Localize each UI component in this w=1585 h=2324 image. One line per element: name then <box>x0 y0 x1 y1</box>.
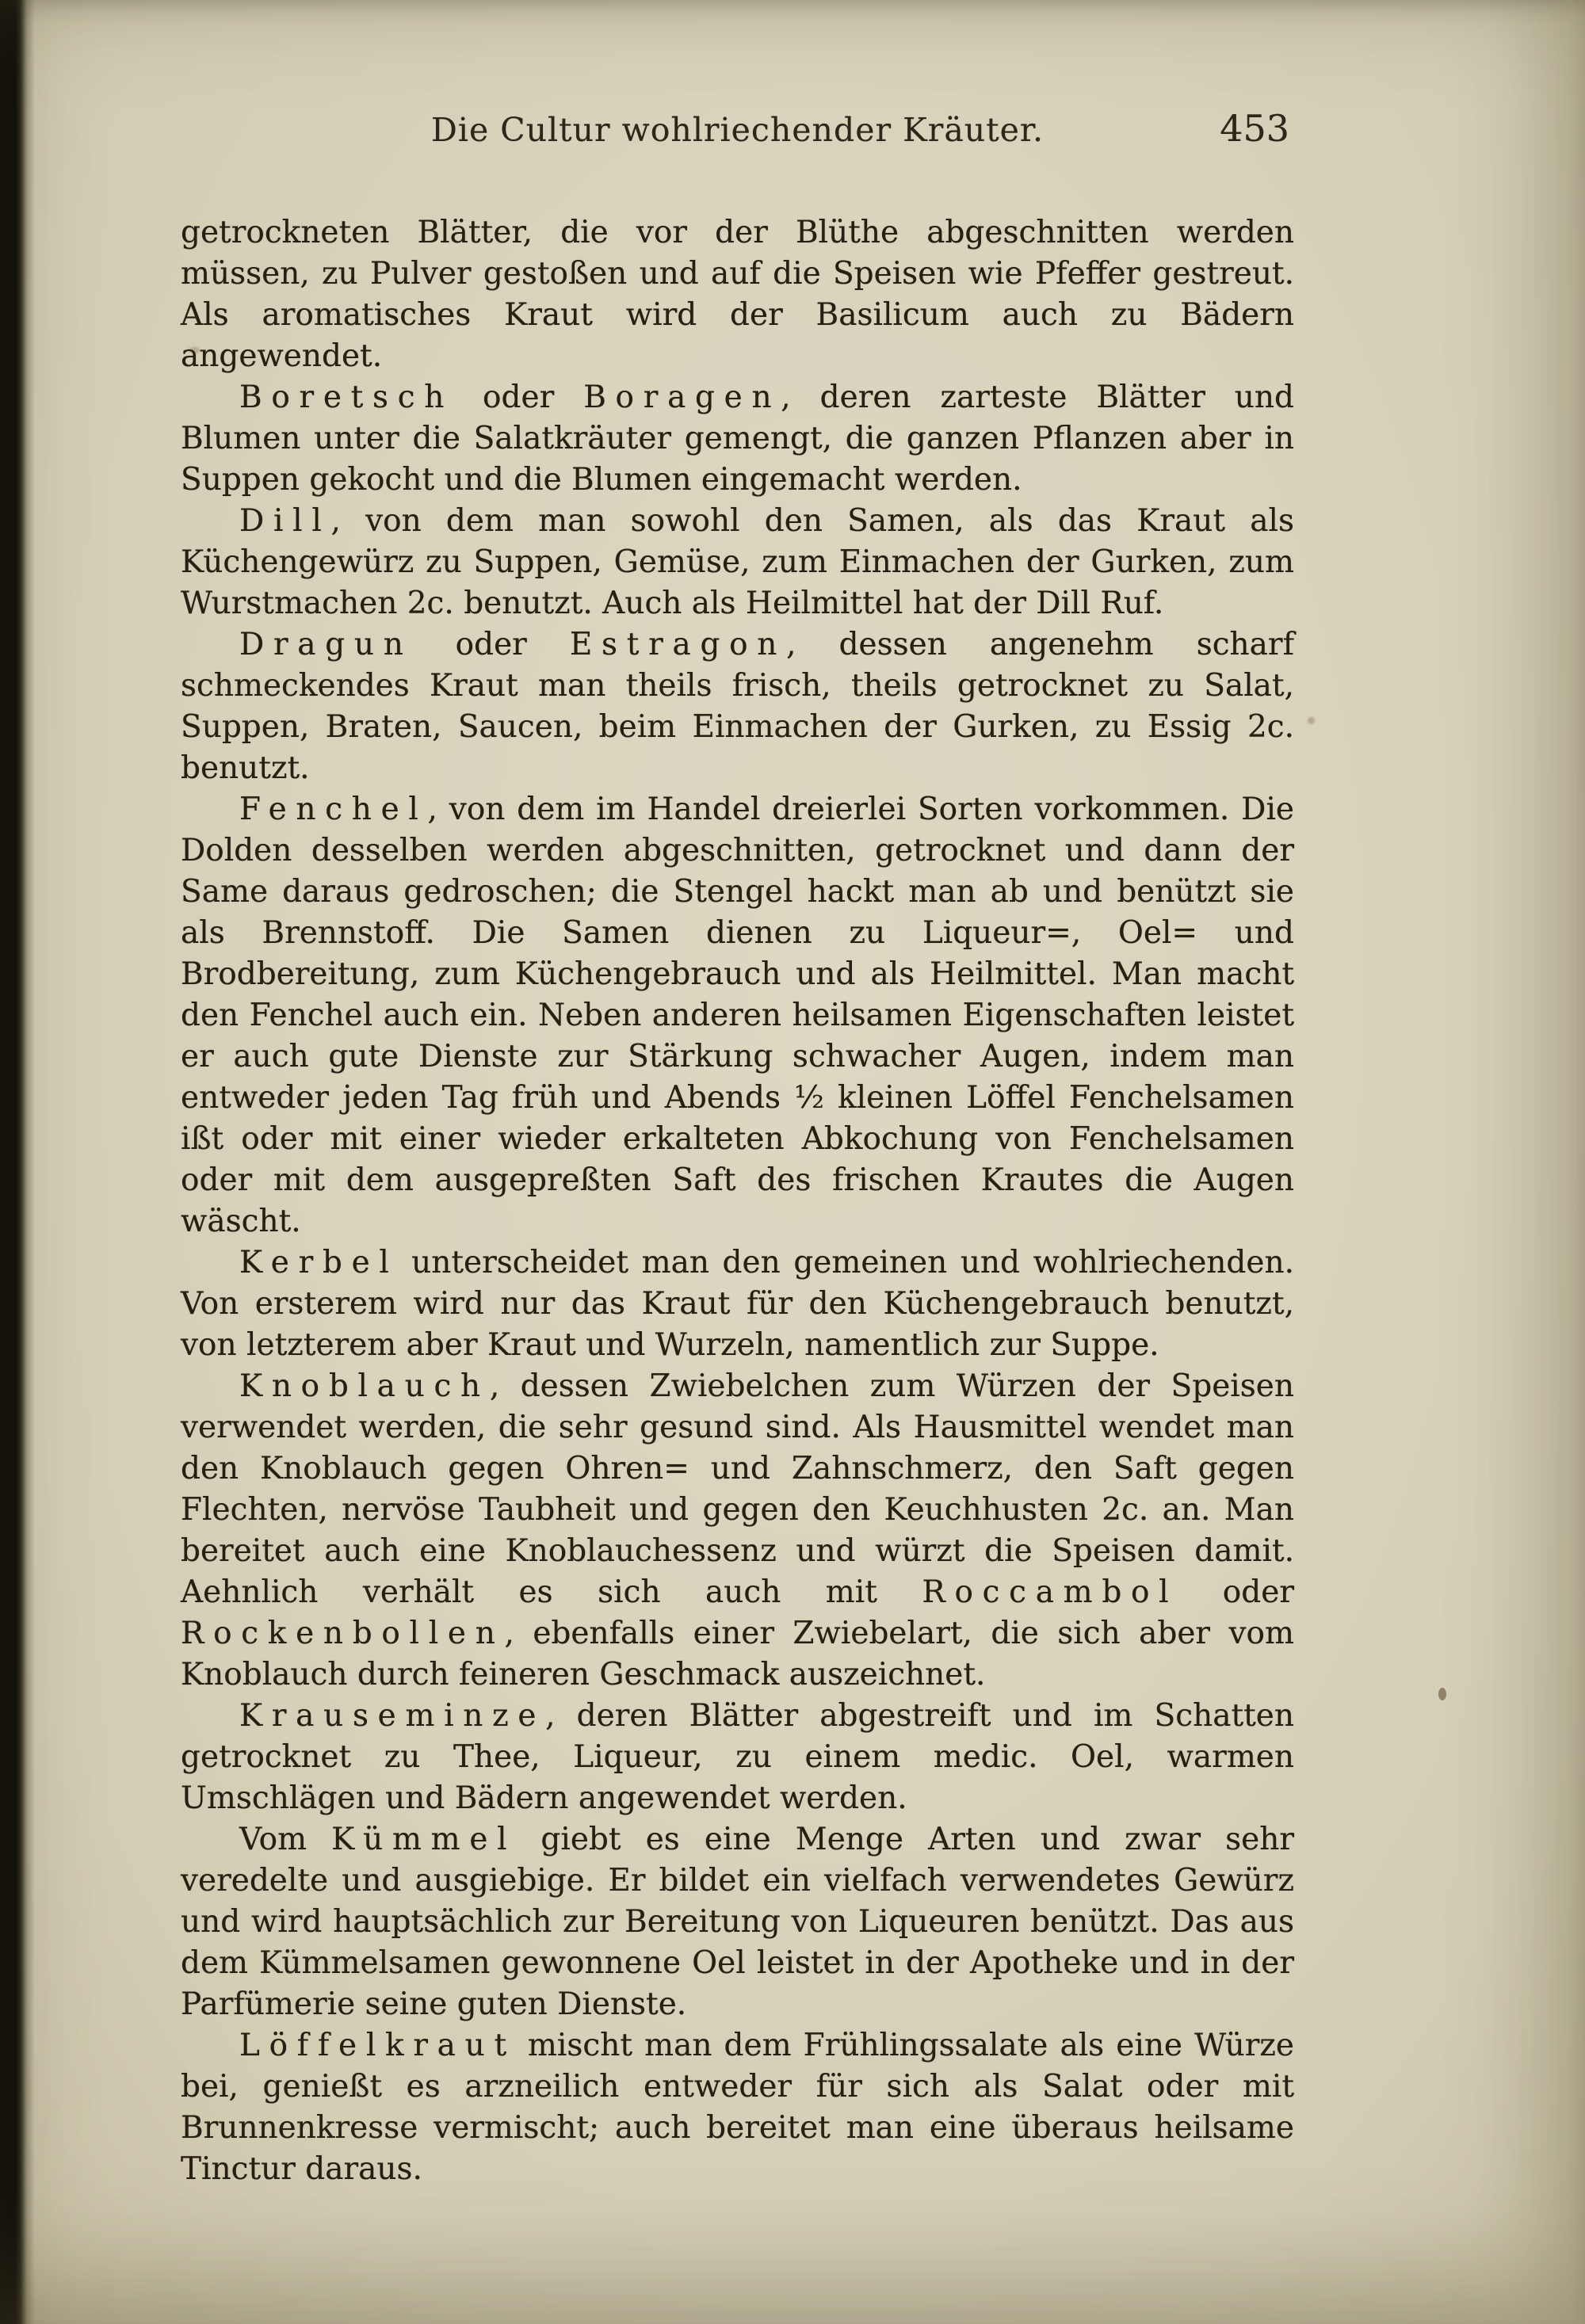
keyword-spaced: Boragen <box>583 380 781 415</box>
keyword-spaced: Estragon <box>569 627 787 662</box>
text-run: , von dem man sowohl den Samen, als das Kraut als Küchengewürz zu Suppen, Gemüse, zum Einmachen der Gurken, zum Wurstmachen 2c. benutzt. Auch als Heilmittel hat der Dill Ruf. <box>181 503 1294 621</box>
paragraph <box>181 1242 1294 1366</box>
keyword-spaced: Kümmel <box>331 1822 517 1857</box>
paragraph <box>181 501 1294 624</box>
keyword-spaced: Knoblauch <box>239 1368 490 1404</box>
paragraph <box>181 377 1294 501</box>
paragraph <box>181 1366 1294 1696</box>
paragraph <box>181 212 1294 377</box>
text-run: oder <box>453 380 584 415</box>
keyword-spaced: Löffelkraut <box>239 2028 516 2063</box>
keyword-spaced: Boretsch <box>239 380 454 415</box>
text-run: mischt man dem Frühlingssalate als eine Würze bei, genießt es arzneilich entweder für sich als Salat oder mit Brunnenkresse vermischt; auch bereitet man eine überaus heilsame Tinctur daraus. <box>181 2028 1294 2187</box>
text-run: , ebenfalls einer Zwiebelart, die sich aber vom Knoblauch durch feineren Geschmack auszeichnet. <box>181 1616 1294 1692</box>
keyword-spaced: Rockenbollen <box>181 1616 505 1651</box>
paragraph <box>181 1696 1294 1819</box>
foxing-spot <box>1438 1688 1446 1700</box>
text-run: , deren zarteste Blätter und Blumen unter die Salatkräuter gemengt, die ganzen Pflanzen aber in Suppen gekocht und die Blumen eingemacht werden. <box>181 380 1294 498</box>
text-run: Vom <box>239 1822 332 1857</box>
paragraph <box>181 624 1294 789</box>
text-run: oder <box>1178 1574 1294 1610</box>
paragraph <box>181 1819 1294 2025</box>
keyword-spaced: Kerbel <box>239 1245 399 1280</box>
text-run: , von dem im Handel dreierlei Sorten vorkommen. Die Dolden desselben werden abgeschnitten, getrocknet und dann der Same daraus gedroschen; die Stengel hackt man ab und benützt sie als Brennstoff. Die Samen dienen zu Liqueur=, Oel= und Brodbereitung, zum Küchengebrauch und als Heilmittel. Man macht den Fenchel auch ein. Neben anderen heilsamen Eigenschaften leistet er auch gute Dienste zur Stärkung schwacher Augen, indem man entweder jeden Tag früh und Abends ½ kleinen Löffel Fenchelsamen ißt oder mit einer wieder erkalteten Abkochung von Fenchelsamen oder mit dem ausgepreßten Saft des frischen Krautes die Augen wäscht. <box>181 792 1294 1239</box>
page-content <box>181 109 1294 2190</box>
paragraph <box>181 2025 1294 2190</box>
text-run: , dessen Zwiebelchen zum Würzen der Speisen verwendet werden, die sehr gesund sind. Als Hausmittel wendet man den Knoblauch gegen Ohren= und Zahnschmerz, den Saft gegen Flechten, nervöse Taubheit und gegen den Keuchhusten 2c. an. Man bereitet auch eine Knoblauchessenz und würzt die Speisen damit. Aehnlich verhält es sich auch mit <box>181 1368 1294 1610</box>
keyword-spaced: Fenchel <box>239 792 428 827</box>
text-run: , dessen angenehm scharf schmeckendes Kraut man theils frisch, theils getrocknet zu Salat, Suppen, Braten, Saucen, beim Einmachen der Gurken, zu Essig 2c. benutzt. <box>181 627 1294 786</box>
keyword-spaced: Roccambol <box>922 1574 1178 1610</box>
text-run: getrockneten Blätter, die vor der Blüthe abgeschnitten werden müssen, zu Pulver gestoßen und auf die Speisen wie Pfeffer gestreut. Als aromatisches Kraut wird der Basilicum auch zu Bädern angewendet. <box>181 215 1294 374</box>
page-number: 453 <box>1220 107 1289 150</box>
keyword-spaced: Dragun <box>239 627 413 662</box>
keyword-spaced: Dill <box>239 503 331 539</box>
text-run: , deren Blätter abgestreift und im Schatten getrocknet zu Thee, Liqueur, zu einem medic. Oel, warmen Umschlägen und Bädern angewendet werden. <box>181 1698 1294 1816</box>
text-run: giebt es eine Menge Arten und zwar sehr veredelte und ausgiebige. Er bildet ein vielfach verwendetes Gewürz und wird hauptsächlich zur Bereitung von Liqueuren benützt. Das aus dem Kümmelsamen gewonnene Oel leistet in der Apotheke und in der Parfümerie seine guten Dienste. <box>181 1822 1294 2022</box>
page-header <box>181 109 1294 157</box>
text-run: oder <box>412 627 570 662</box>
running-head-title: Die Cultur wohlriechender Kräuter. <box>430 111 1045 149</box>
paragraph <box>181 789 1294 1242</box>
keyword-spaced: Krauseminze <box>239 1698 546 1734</box>
foxing-spot <box>1308 717 1315 724</box>
body-text <box>181 212 1294 2190</box>
text-run: unterscheidet man den gemeinen und wohlriechenden. Von ersterem wird nur das Kraut für den Küchengebrauch benutzt, von letzterem aber Kraut und Wurzeln, namentlich zur Suppe. <box>181 1245 1294 1363</box>
book-binding-edge <box>0 0 35 2324</box>
